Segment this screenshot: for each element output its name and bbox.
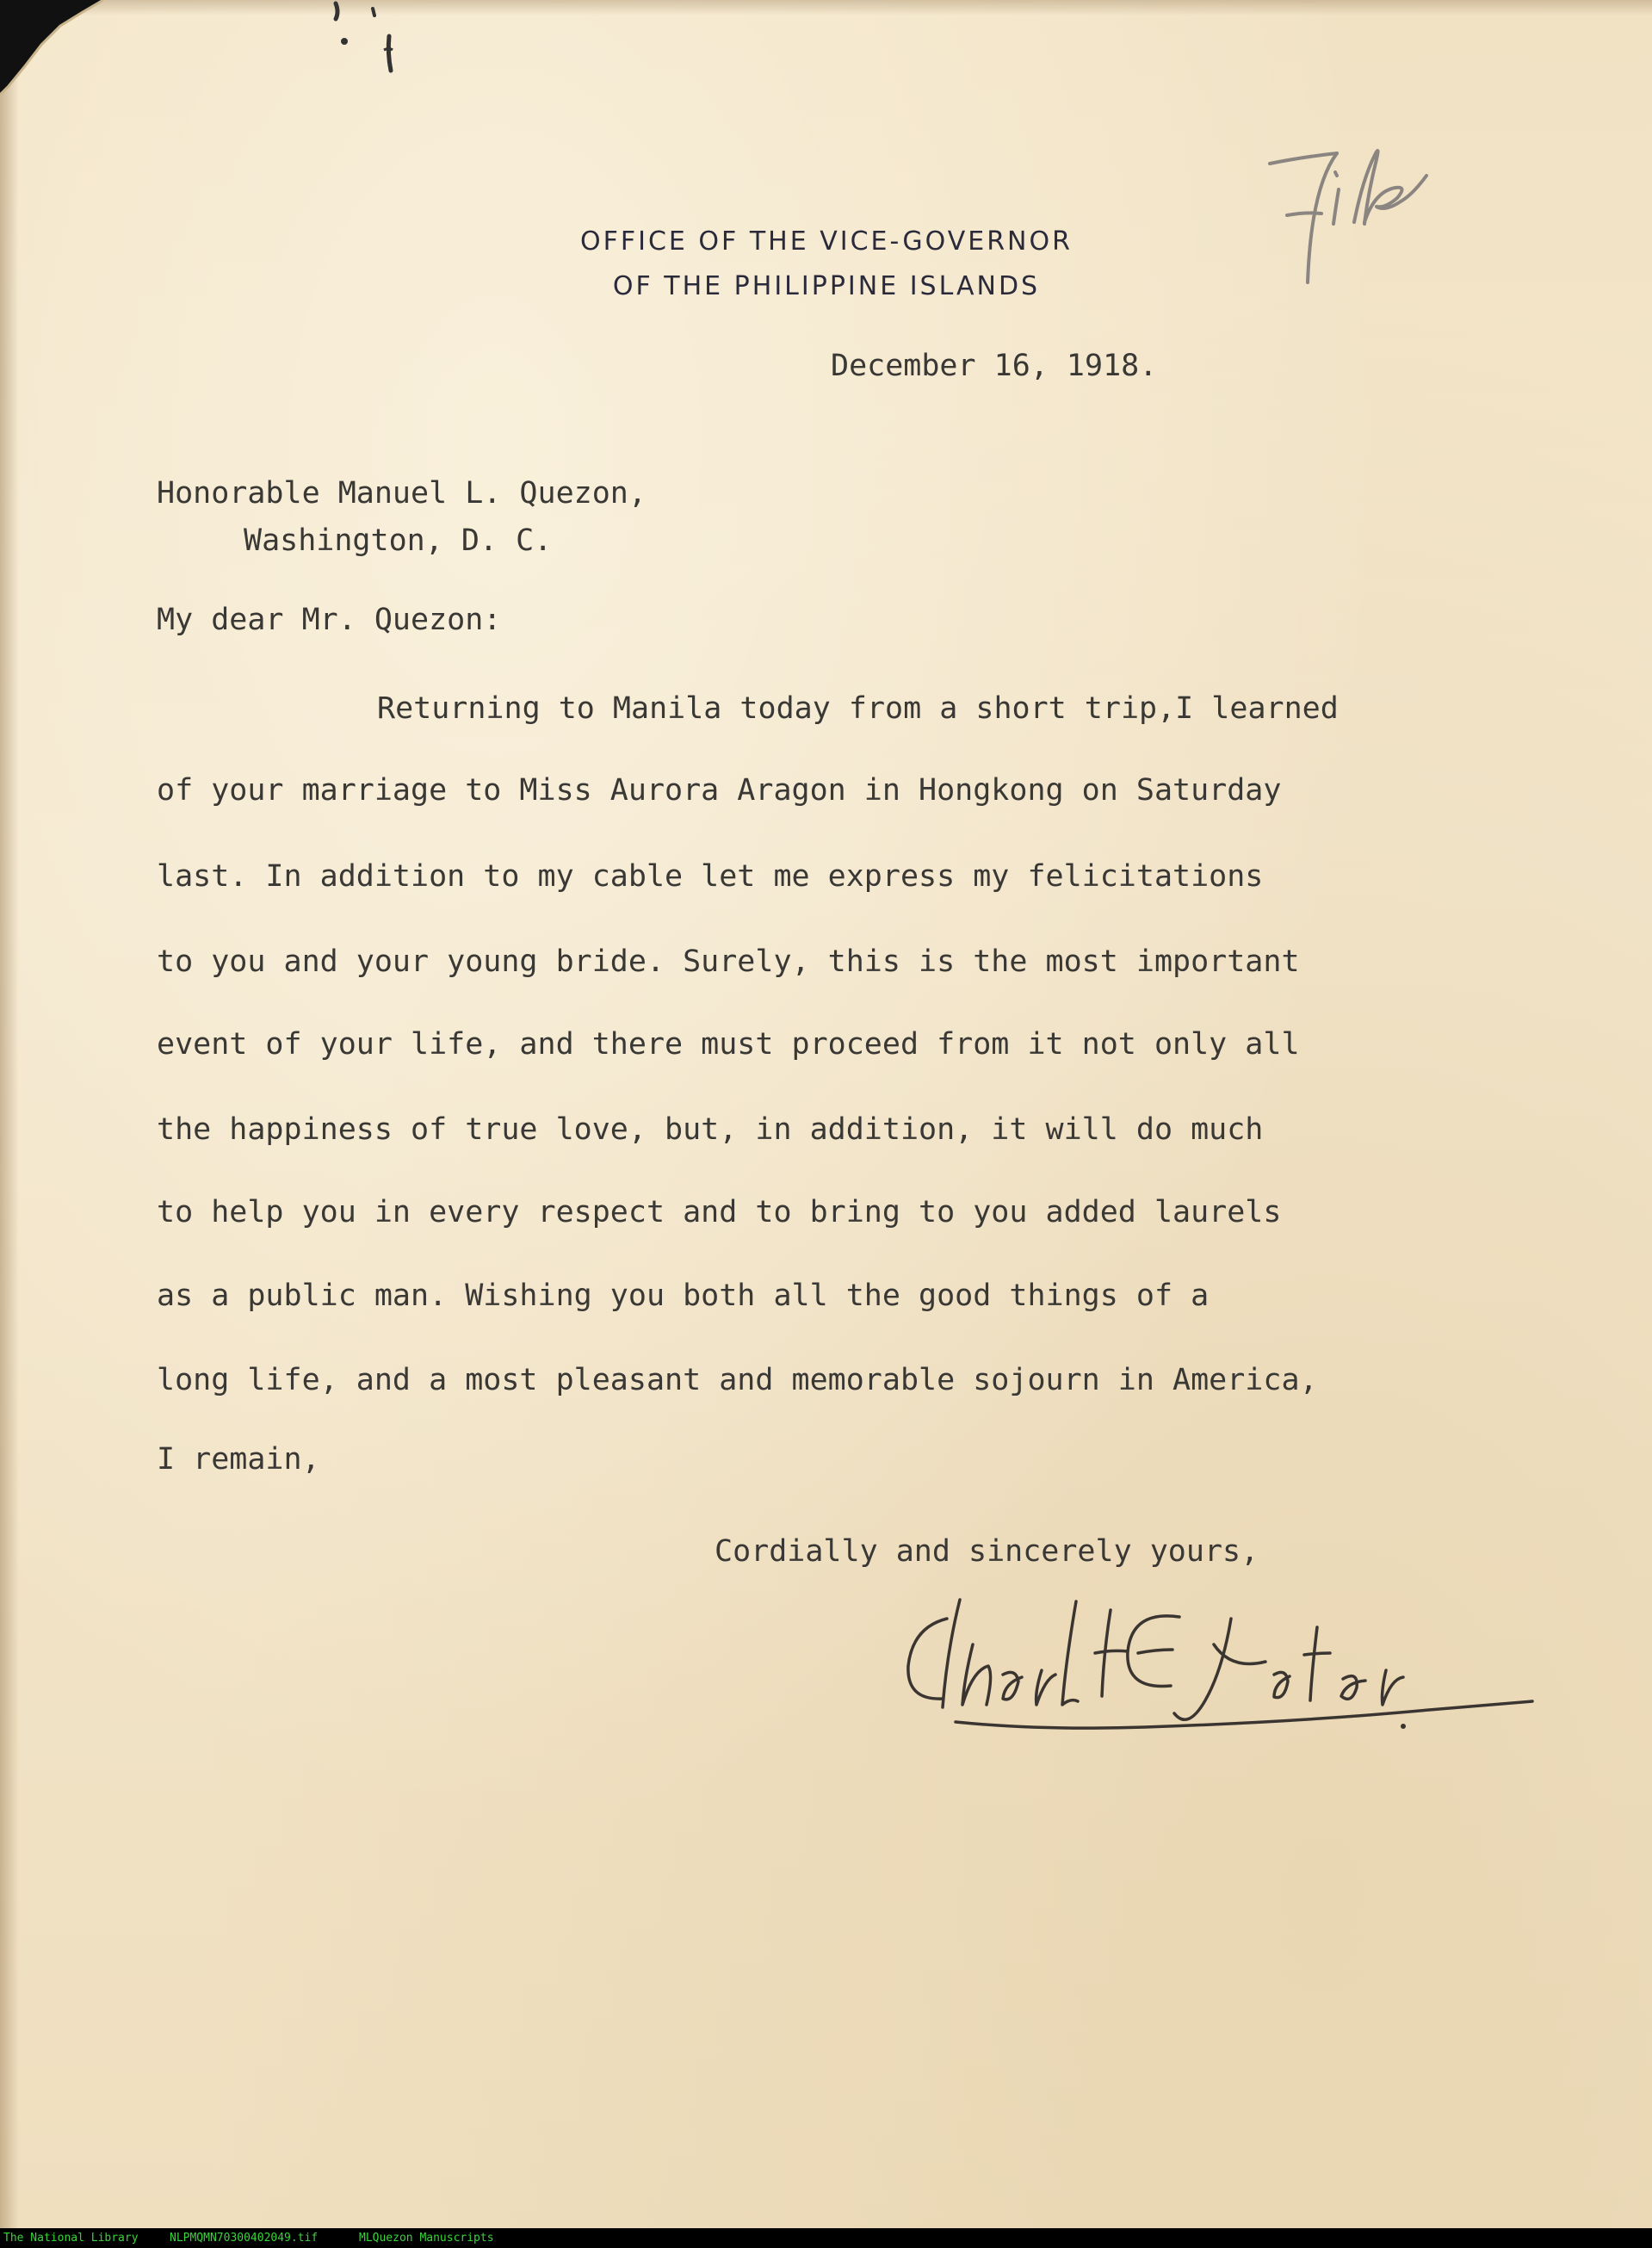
page-edge-shadow-top [0,0,1652,15]
body-line: of your marriage to Miss Aurora Aragon in Hongkong on Saturday [157,773,1282,808]
body-line: event of your life, and there must proceed from it not only all [157,1027,1300,1062]
footer-collection: MLQuezon Manuscripts [359,2232,494,2245]
letter-date: December 16, 1918. [831,349,1158,383]
torn-corner [0,0,103,95]
archive-footer [0,2228,1652,2248]
body-line: Returning to Manila today from a short trip,I learned [377,691,1339,726]
footer-library: The National Library [3,2232,139,2245]
letterhead [482,220,1171,309]
pencil-file-drawing [1253,121,1476,310]
body-line: the happiness of true love, but, in addition, it will do much [157,1112,1264,1147]
body-line: I remain, [157,1442,320,1477]
body-line: to help you in every respect and to bring to you added laurels [157,1195,1282,1229]
letterhead-line-1: OFFICE OF THE VICE-GOVERNOR [580,226,1073,257]
addressee-name: Honorable Manuel L. Quezon, [157,476,647,511]
signature [895,1593,1584,1739]
salutation: My dear Mr. Quezon: [157,603,502,637]
ink-smudge-marks [325,0,403,82]
body-line: to you and your young bride. Surely, this is the most important [157,944,1300,979]
letterhead-line-2: OF THE PHILIPPINE ISLANDS [612,271,1041,301]
body-line: last. In addition to my cable let me express my felicitations [157,859,1264,894]
footer-filename: NLPMQMN70300402049.tif [170,2232,319,2245]
closing: Cordially and sincerely yours, [715,1534,1259,1569]
addressee-location: Washington, D. C. [244,523,553,558]
body-line: as a public man. Wishing you both all the good things of a [157,1279,1210,1313]
body-line: long life, and a most pleasant and memorable sojourn in America, [157,1363,1318,1397]
page-edge-shadow [0,0,19,2228]
pencil-file-annotation [1253,121,1476,310]
